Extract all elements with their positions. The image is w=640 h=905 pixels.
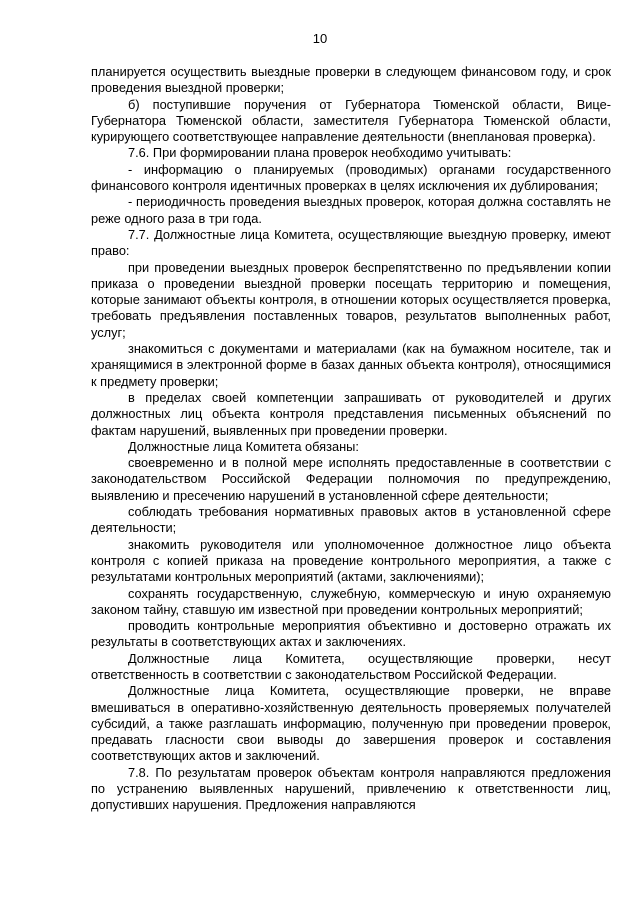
paragraph: соблюдать требования нормативных правовых актов в установленной сфере деятельности; xyxy=(91,504,611,536)
paragraph: - информацию о планируемых (проводимых) органами государственного финансового контроля идентичных проверках в целях исключения их дублирования; xyxy=(91,161,611,194)
page-number: 10 xyxy=(312,31,328,46)
paragraph: знакомиться с документами и материалами (как на бумажном носителе, так и хранящимися в электронной форме в базах данных объекта контроля), относящимися к предмету проверки; xyxy=(91,341,611,389)
paragraph: знакомить руководителя или уполномоченное должностное лицо объекта контроля с копией приказа на проведение контрольного мероприятия, а также с результатами контрольных мероприятий (актами, заключениями); xyxy=(91,536,611,585)
paragraph: 7.8. По результатам проверок объектам контроля направляются предложения по устранению выявленных нарушений, привлечению к ответственности лиц, допустивших нарушения. Предложения направляются xyxy=(91,764,611,813)
paragraph: сохранять государственную, служебную, коммерческую и иную охраняемую законом тайну, ставшую им известной при проведении контрольных мероприятий; xyxy=(91,585,611,617)
paragraph: своевременно и в полной мере исполнять предоставленные в соответствии с законодательством Российской Федерации полномочия по предупреждению, выявлению и пресечению нарушений в установленной сфере деятельности; xyxy=(91,455,611,503)
paragraph: б) поступившие поручения от Губернатора Тюменской области, Вице-Губернатора Тюменской области, заместителя Губернатора Тюменской области, курирующего соответствующее направление деятельности (внеплановая проверка). xyxy=(91,96,611,145)
paragraph: Должностные лица Комитета обязаны: xyxy=(128,438,359,454)
paragraph: - периодичность проведения выездных проверок, которая должна составлять не реже одного раза в три года. xyxy=(91,194,611,226)
paragraph: при проведении выездных проверок беспрепятственно по предъявлении копии приказа о проведении выездной проверки посещать территорию и помещения, которые занимают объекты контроля, в отношении которых осуществляется проверка, требовать предъявления поставленных товаров, результатов выполненных работ, услуг; xyxy=(91,259,611,340)
paragraph: проводить контрольные мероприятия объективно и достоверно отражать их результаты в соответствующих актах и заключениях. xyxy=(91,618,611,650)
paragraph: планируется осуществить выездные проверки в следующем финансовом году, и срок проведения выездной проверки; xyxy=(91,64,611,96)
paragraph: в пределах своей компетенции запрашивать от руководителей и других должностных лиц объекта контроля представления письменных объяснений по фактам нарушений, выявленных при проведении проверки. xyxy=(91,389,611,438)
paragraph: 7.6. При формировании плана проверок необходимо учитывать: xyxy=(128,145,512,161)
document-body xyxy=(91,64,611,814)
paragraph: Должностные лица Комитета, осуществляющие проверки, несут ответственность в соответствии с законодательством Российской Федерации. xyxy=(91,650,611,682)
paragraph: 7.7. Должностные лица Комитета, осуществляющие выездную проверку, имеют право: xyxy=(91,226,611,259)
paragraph: Должностные лица Комитета, осуществляющие проверки, не вправе вмешиваться в оперативно-хозяйственную деятельность проверяемых получателей субсидий, а также разглашать информацию, полученную при проведении проверок, предавать гласности свои выводы до завершения проверок и составления соответствующих актов и заключений. xyxy=(91,683,611,764)
